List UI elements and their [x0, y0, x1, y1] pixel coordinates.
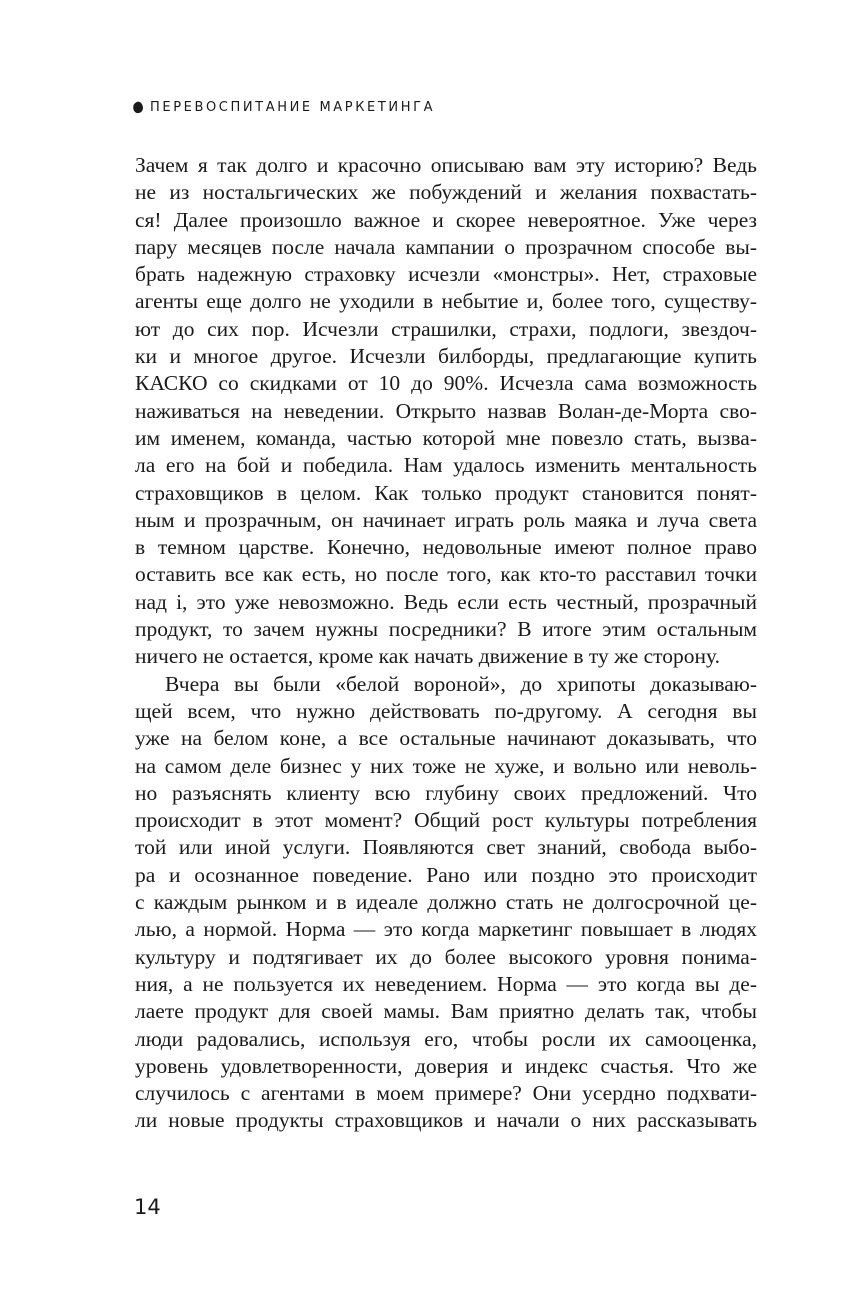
running-header-title: ПЕРЕВОСПИТАНИЕ МАРКЕТИНГА: [150, 99, 436, 115]
page-number: 14: [134, 1195, 161, 1219]
text-line: происходит в этот момент? Общий рост культуры потребления: [135, 808, 757, 833]
text-line: ли новые продукты страховщиков и начали о них рассказывать: [135, 1108, 757, 1133]
text-line: щей всем, что нужно действовать по-другому. А сегодня вы: [135, 698, 757, 723]
text-line: ничего не остается, кроме как начать движение в ту же сторону.: [135, 644, 720, 669]
text-line: Зачем я так долго и красочно описываю вам эту историю? Ведь: [135, 153, 757, 177]
text-line: ки и многое другое. Исчезли билборды, предлагающие купить: [135, 344, 757, 369]
text-line: ют до сих пор. Исчезли страшилки, страхи, подлоги, звездоч-: [135, 316, 757, 341]
text-line: ра и осознанное поведение. Рано или поздно это происходит: [135, 862, 757, 887]
text-line: Вчера вы были «белой вороной», до хрипоты доказываю-: [165, 671, 757, 696]
text-line: но разъяснять клиенту всю глубину своих предложений. Что: [135, 780, 757, 805]
text-line: уже на белом коне, а все остальные начинают доказывать, что: [135, 726, 757, 751]
text-line: над i, это уже невозможно. Ведь если есть честный, прозрачный: [135, 589, 757, 614]
text-line: не из ностальгических же побуждений и желания похвастать-: [135, 180, 757, 205]
text-line: ла его на бой и победила. Нам удалось изменить ментальность: [135, 453, 757, 478]
bullet-mark-icon: [131, 100, 145, 114]
text-line: им именем, команда, частью которой мне повезло стать, вызва-: [135, 425, 757, 450]
text-line: пару месяцев после начала кампании о прозрачном способе вы-: [135, 234, 757, 259]
page-body: [135, 152, 757, 1135]
text-line: случилось с агентами в моем примере? Они усердно подхвати-: [135, 1081, 757, 1106]
text-line: КАСКО со скидками от 10 до 90%. Исчезла сама возможность: [135, 371, 757, 396]
text-line: с каждым рынком и в идеале должно стать не долгосрочной це-: [135, 890, 757, 915]
text-line: в темном царстве. Конечно, недовольные имеют полное право: [135, 535, 757, 560]
text-line: культуру и подтягивает их до более высокого уровня понима-: [135, 944, 757, 969]
text-line: наживаться на неведении. Открыто назвав Волан-де-Морта сво-: [135, 398, 757, 423]
running-header: [133, 97, 435, 117]
text-line: той или иной услуги. Появляются свет знаний, свобода выбо-: [135, 835, 757, 860]
text-line: на самом деле бизнес у них тоже не хуже, и вольно или неволь-: [135, 753, 757, 778]
text-line: страховщиков в целом. Как только продукт становится понят-: [135, 480, 757, 505]
text-line: агенты еще долго не уходили в небытие и, более того, существу-: [135, 289, 757, 314]
text-line: продукт, то зачем нужны посредники? В итоге этим остальным: [135, 617, 757, 642]
text-line: ным и прозрачным, он начинает играть роль маяка и луча света: [135, 507, 757, 532]
text-line: брать надежную страховку исчезли «монстры». Нет, страховые: [135, 262, 757, 287]
text-line: люди радовались, используя его, чтобы росли их самооценка,: [135, 1026, 757, 1051]
text-line: оставить все как есть, но после того, как кто-то расставил точки: [135, 562, 757, 587]
paragraph: [135, 152, 757, 671]
text-line: лаете продукт для своей мамы. Вам приятно делать так, чтобы: [135, 999, 757, 1024]
paragraph: [135, 671, 757, 1135]
text-line: ся! Далее произошло важное и скорее невероятное. Уже через: [135, 207, 757, 232]
text-line: ния, а не пользуется их неведением. Норма — это когда вы де-: [135, 971, 757, 996]
text-line: уровень удовлетворенности, доверия и индекс счастья. Что же: [135, 1053, 757, 1078]
text-line: лью, а нормой. Норма — это когда маркетинг повышает в людях: [135, 917, 757, 942]
